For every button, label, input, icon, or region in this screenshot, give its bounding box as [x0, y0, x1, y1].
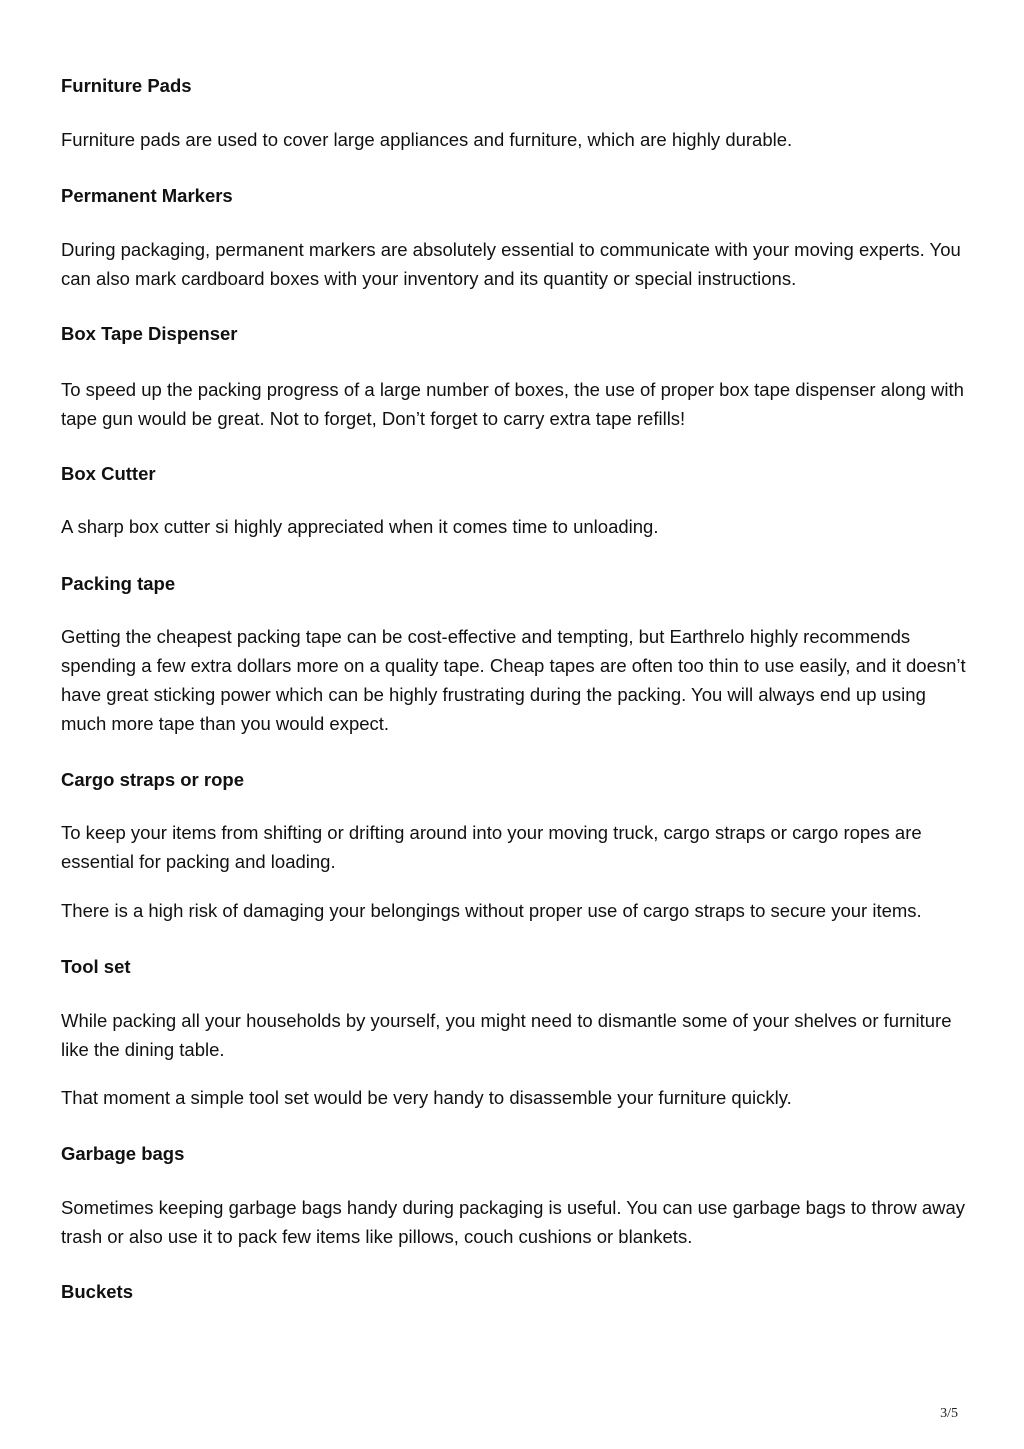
page-number: 3/5	[940, 1406, 958, 1421]
paragraph-packing-tape: Getting the cheapest packing tape can be cost-effective and tempting, but Earthrelo highly recommends spending a few extra dollars more on a quality tape. Cheap tapes are often too thin to use easily, and it doesn’t have great sticking power which can be highly frustrating during the packing. You will always end up using much more tape than you would expect.	[61, 626, 966, 734]
heading-permanent-markers: Permanent Markers	[61, 185, 233, 206]
heading-tool-set: Tool set	[61, 956, 131, 977]
heading-furniture-pads: Furniture Pads	[61, 75, 192, 96]
paragraph-permanent-markers: During packaging, permanent markers are absolutely essential to communicate with your moving experts. You can also mark cardboard boxes with your inventory and its quantity or special instructions.	[61, 239, 961, 289]
paragraph-box-cutter: A sharp box cutter si highly appreciated when it comes time to unloading.	[61, 516, 659, 537]
heading-packing-tape: Packing tape	[61, 573, 176, 594]
paragraph-box-tape-dispenser: To speed up the packing progress of a large number of boxes, the use of proper box tape dispenser along with tape gun would be great. Not to forget, Don’t forget to carry extra tape refills!	[61, 379, 964, 429]
paragraph-tool-set-2: That moment a simple tool set would be very handy to disassemble your furniture quickly.	[61, 1087, 792, 1108]
paragraph-garbage-bags: Sometimes keeping garbage bags handy during packaging is useful. You can use garbage bags to throw away trash or also use it to pack few items like pillows, couch cushions or blankets.	[61, 1197, 966, 1247]
paragraph-tool-set-1: While packing all your households by yourself, you might need to dismantle some of your shelves or furniture like the dining table.	[61, 1010, 952, 1060]
heading-buckets: Buckets	[61, 1281, 133, 1302]
paragraph-cargo-straps-1: To keep your items from shifting or drifting around into your moving truck, cargo straps or cargo ropes are essential for packing and loading.	[61, 822, 922, 872]
heading-garbage-bags: Garbage bags	[61, 1143, 185, 1164]
heading-box-tape-dispenser: Box Tape Dispenser	[61, 323, 238, 344]
paragraph-cargo-straps-2: There is a high risk of damaging your belongings without proper use of cargo straps to secure your items.	[61, 900, 922, 921]
heading-box-cutter: Box Cutter	[61, 463, 156, 484]
heading-cargo-straps: Cargo straps or rope	[61, 769, 244, 790]
paragraph-furniture-pads: Furniture pads are used to cover large appliances and furniture, which are highly durable.	[61, 129, 793, 150]
